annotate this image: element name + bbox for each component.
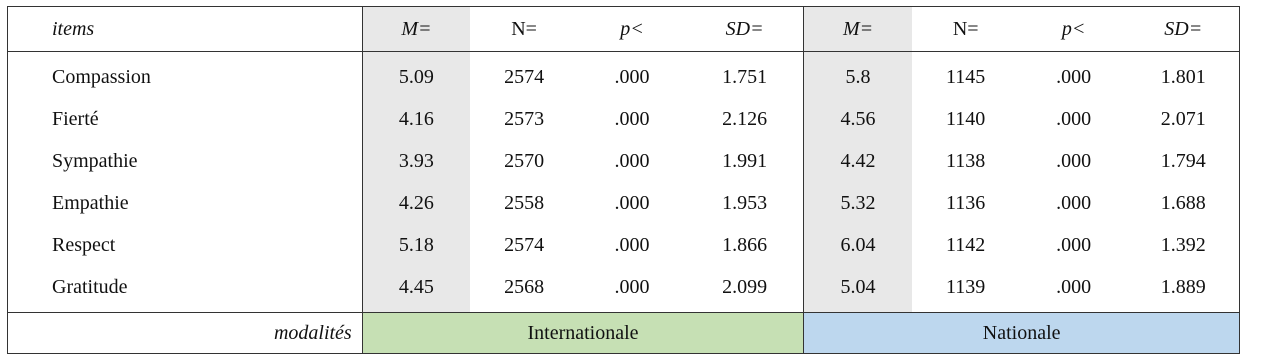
nat-sd-cell: 1.688 [1128,182,1240,224]
modality-national: Nationale [804,313,1240,354]
intl-mean-cell: 4.26 [362,182,470,224]
items-header: items [8,7,363,52]
intl-sd-header: SD= [686,7,804,52]
nat-p-cell: .000 [1056,107,1092,130]
intl-sd-cell: 2.126 [722,107,768,130]
item-name: Empathie [8,182,363,224]
nat-sd-cell: 1.801 [1128,52,1240,99]
intl-mean-cell: 4.16 [362,98,470,140]
intl-n-cell: 2570 [504,149,545,172]
nat-mean-cell: 4.42 [804,140,912,182]
intl-n-cell: 2558 [504,191,545,214]
nat-p-cell: .000 [1056,65,1092,88]
nat-p-cell: .000 [1056,275,1092,298]
intl-n-header: N= [470,7,578,52]
intl-p-cell: .000 [614,233,650,256]
nat-n-header: N= [912,7,1020,52]
table-body [8,7,1240,354]
nat-mean-header: M= [804,7,912,52]
item-name: Fierté [8,98,363,140]
table-row [8,140,1240,182]
nat-n-cell: 1139 [946,275,986,298]
nat-sd-cell: 2.071 [1128,98,1240,140]
nat-sd-cell: 1.794 [1128,140,1240,182]
nat-p-header: p< [1020,7,1128,52]
nat-mean-cell: 4.56 [804,98,912,140]
intl-n-cell: 2574 [504,233,545,256]
item-name: Sympathie [8,140,363,182]
header-row [8,7,1240,52]
nat-n-cell: 1142 [946,233,986,256]
nat-n-cell: 1140 [946,107,986,130]
nat-sd-cell: 1.392 [1128,224,1240,266]
intl-sd-cell: 1.991 [722,149,768,172]
nat-mean-cell: 5.04 [804,266,912,313]
intl-n-cell: 2568 [504,275,545,298]
nat-p-cell: .000 [1056,191,1092,214]
nat-mean-cell: 5.8 [804,52,912,99]
intl-p-header: p< [578,7,686,52]
intl-sd-cell: 1.751 [722,65,768,88]
intl-p-cell: .000 [614,191,650,214]
item-name: Gratitude [8,266,363,313]
intl-p-cell: .000 [614,275,650,298]
nat-mean-cell: 5.32 [804,182,912,224]
intl-mean-cell: 3.93 [362,140,470,182]
table-row [8,224,1240,266]
footer-row [8,313,1240,354]
intl-mean-cell: 5.09 [362,52,470,99]
nat-mean-cell: 6.04 [804,224,912,266]
nat-sd-header: SD= [1128,7,1240,52]
modalites-label: modalités [8,313,363,354]
table-row [8,98,1240,140]
results-table [7,6,1240,354]
intl-mean-header: M= [362,7,470,52]
intl-sd-cell: 1.866 [722,233,768,256]
nat-p-cell: .000 [1056,233,1092,256]
table-row [8,182,1240,224]
intl-mean-cell: 4.45 [362,266,470,313]
item-name: Compassion [8,52,363,99]
intl-sd-cell: 2.099 [722,275,768,298]
intl-mean-cell: 5.18 [362,224,470,266]
nat-n-cell: 1145 [946,65,986,88]
intl-sd-cell: 1.953 [722,191,768,214]
nat-p-cell: .000 [1056,149,1092,172]
nat-n-cell: 1138 [946,149,986,172]
intl-p-cell: .000 [614,107,650,130]
modality-international: Internationale [362,313,804,354]
nat-n-cell: 1136 [946,191,986,214]
intl-p-cell: .000 [614,65,650,88]
intl-p-cell: .000 [614,149,650,172]
intl-n-cell: 2573 [504,107,545,130]
nat-sd-cell: 1.889 [1128,266,1240,313]
table-row [8,52,1240,99]
table-row [8,266,1240,313]
intl-n-cell: 2574 [504,65,545,88]
item-name: Respect [8,224,363,266]
